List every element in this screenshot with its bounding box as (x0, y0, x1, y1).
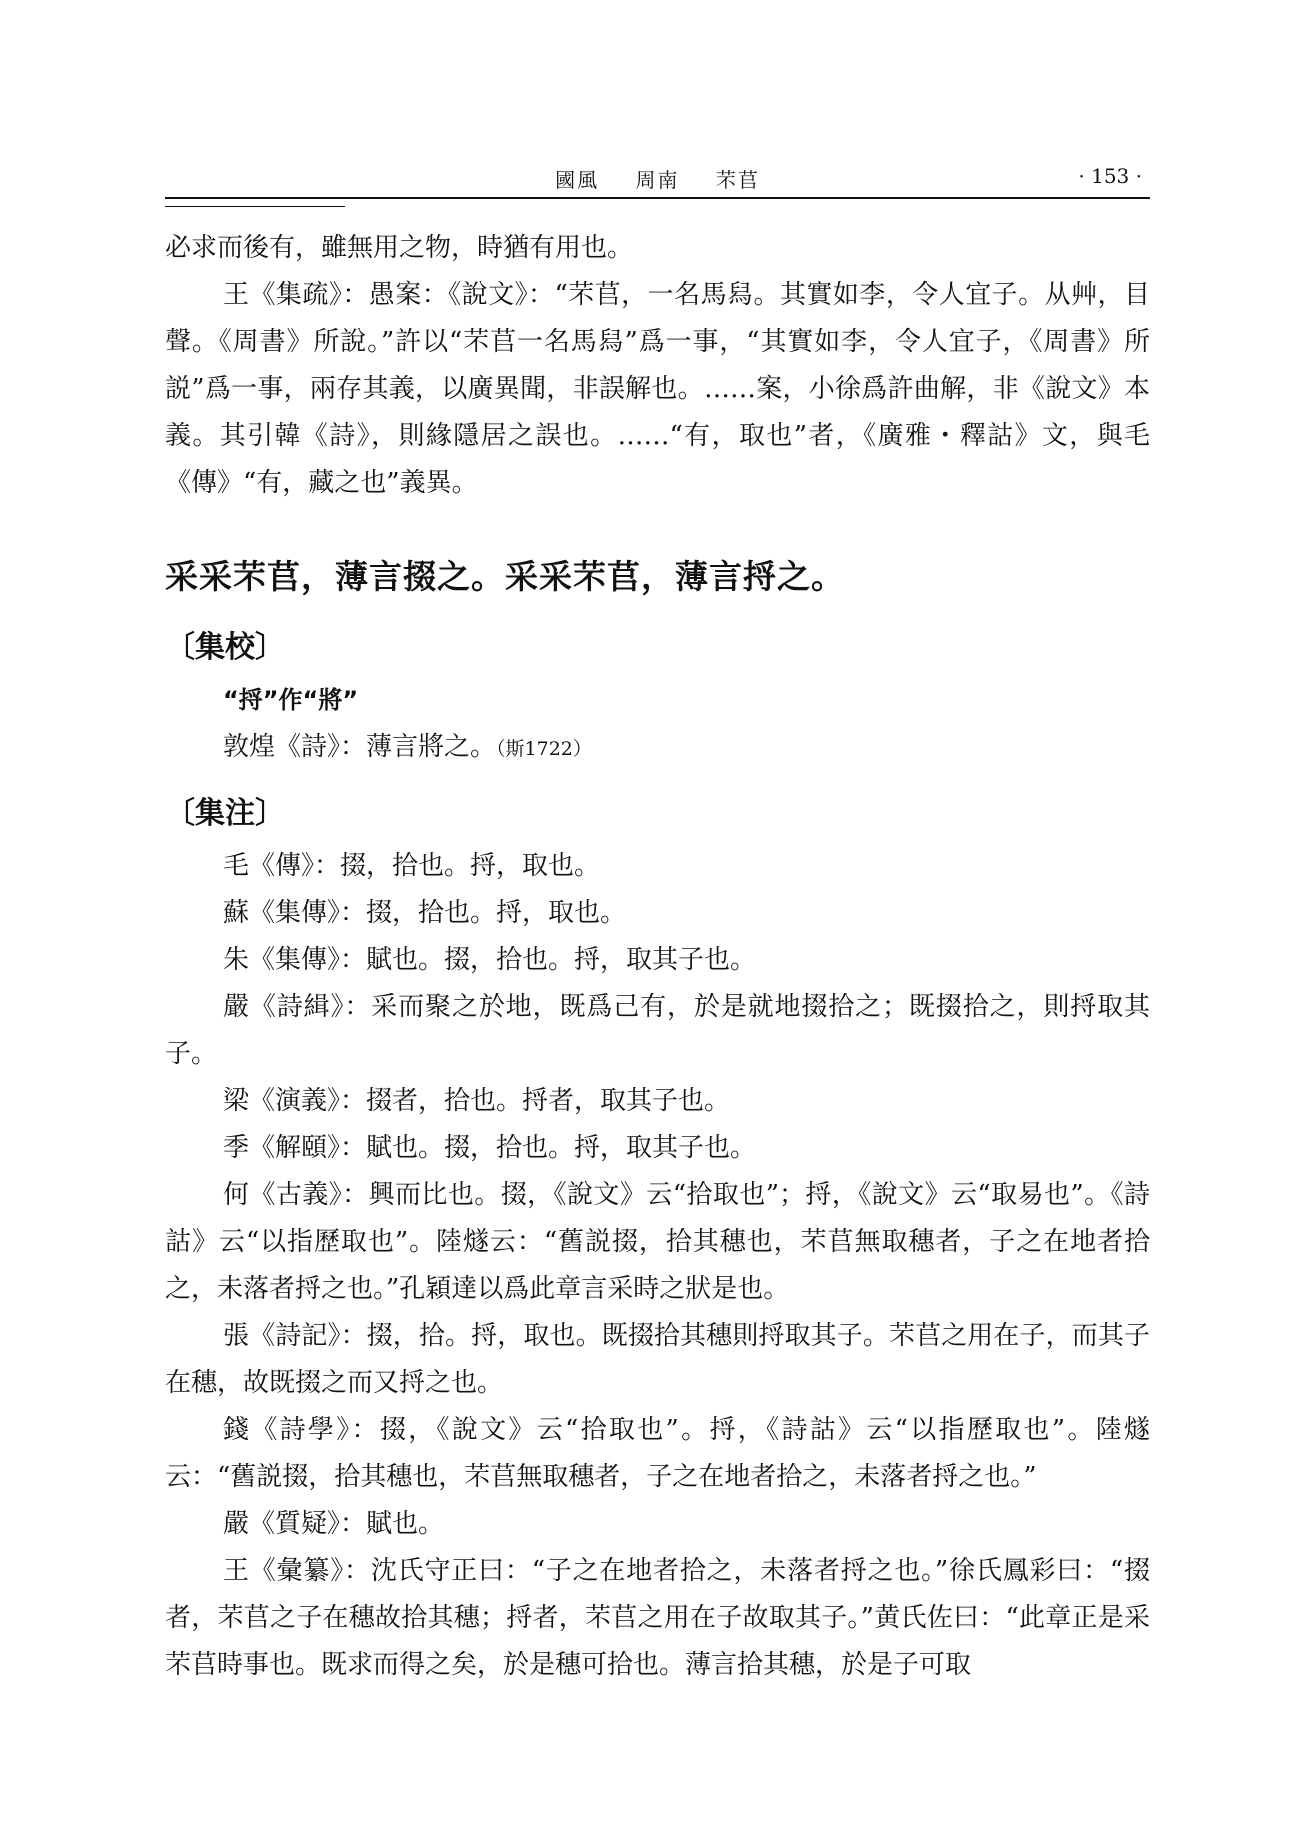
jizhu-paragraph: 錢《詩學》：掇，《說文》云“拾取也”。捋，《詩詁》云“以指歷取也”。陸燧云：“舊説掇，拾其穗也，芣苢無取穗者，子之在地者拾之，未落者捋之也。” (165, 1415, 1150, 1492)
jizhu-paragraph: 季《解頤》：賦也。掇，拾也。捋，取其子也。 (223, 1133, 757, 1163)
page-number: · 153 · (1078, 164, 1142, 188)
jizhu-paragraph: 嚴《質疑》：賦也。 (223, 1509, 445, 1539)
spacer (165, 607, 1150, 619)
jizhu-paragraph: 王《彙纂》：沈氏守正曰：“子之在地者拾之，未落者捋之也。”徐氏鳳彩曰：“掇者，芣苢之子在穗故拾其穗；捋者，芣苢之用在子故取其子。”黄氏佐曰：“此章正是采芣苢時事也。既求而得之矣，於是穗可拾也。薄言拾其穗，於是子可取 (165, 1556, 1150, 1680)
jizhu-paragraph: 蘇《集傳》：掇，拾也。捋，取也。 (223, 898, 627, 928)
jizhu-paragraph: 梁《演義》：掇者，拾也。捋者，取其子也。 (223, 1086, 731, 1116)
intro-continuation: 必求而後有，雖無用之物，時猶有用也。 (165, 233, 634, 263)
header-chapter: 周南 (635, 168, 680, 192)
spacer (165, 773, 1150, 785)
jizhu-heading: 〔集注〕 (165, 796, 285, 831)
verse-line: 采采芣苢，薄言掇之。采采芣苢，薄言捋之。 (165, 557, 845, 596)
jijiao-text-main: 敦煌《詩》：薄言將之。 (223, 732, 497, 762)
jijiao-text (165, 724, 1150, 773)
jijiao-heading: 〔集校〕 (165, 630, 285, 665)
running-header (165, 160, 1150, 196)
jijiao-subheading: “捋”作“將” (223, 686, 359, 714)
jizhu-paragraph: 朱《集傳》：賦也。掇，拾也。捋，取其子也。 (223, 945, 757, 975)
jizhu-paragraph: 張《詩記》：掇，拾。捋，取也。既掇拾其穗則捋取其子。芣苢之用在子，而其子在穗，故既掇之而又捋之也。 (165, 1321, 1150, 1398)
header-title (165, 164, 1150, 193)
header-short-rule (165, 206, 345, 207)
page-body (165, 225, 1150, 1689)
jizhu-paragraph: 毛《傳》：掇，拾也。捋，取也。 (223, 851, 601, 881)
header-rule (165, 197, 1150, 199)
wang-jishu-paragraph: 王《集疏》：愚案：《說文》：“芣苢，一名馬舄。其實如李，令人宜子。从艸，目聲。《周書》所說。”許以“芣苢一名馬舄”爲一事，“其實如李，令人宜子，《周書》所説”爲一事，兩存其義，以廣異聞，非誤解也。……案，小徐爲許曲解，非《說文》本義。其引韓《詩》，則緣隱居之誤也。……“有，取也”者，《廣雅・釋詁》文，與毛《傳》“有，藏之也”義異。 (165, 280, 1150, 498)
header-poem: 芣苢 (715, 168, 760, 192)
header-section: 國風 (555, 168, 600, 192)
jijiao-note: （斯1722） (496, 738, 592, 760)
jizhu-paragraph: 何《古義》：興而比也。掇，《說文》云“拾取也”；捋，《說文》云“取易也”。《詩詁》云“以指歷取也”。陸燧云：“舊説掇，拾其穗也，芣苢無取穗者，子之在地者拾之，未落者捋之也。”孔穎達以爲此章言采時之狀是也。 (165, 1180, 1150, 1304)
spacer (165, 507, 1150, 547)
jizhu-paragraph: 嚴《詩緝》：采而聚之於地，既爲己有，於是就地掇拾之；既掇拾之，則捋取其子。 (165, 992, 1150, 1069)
